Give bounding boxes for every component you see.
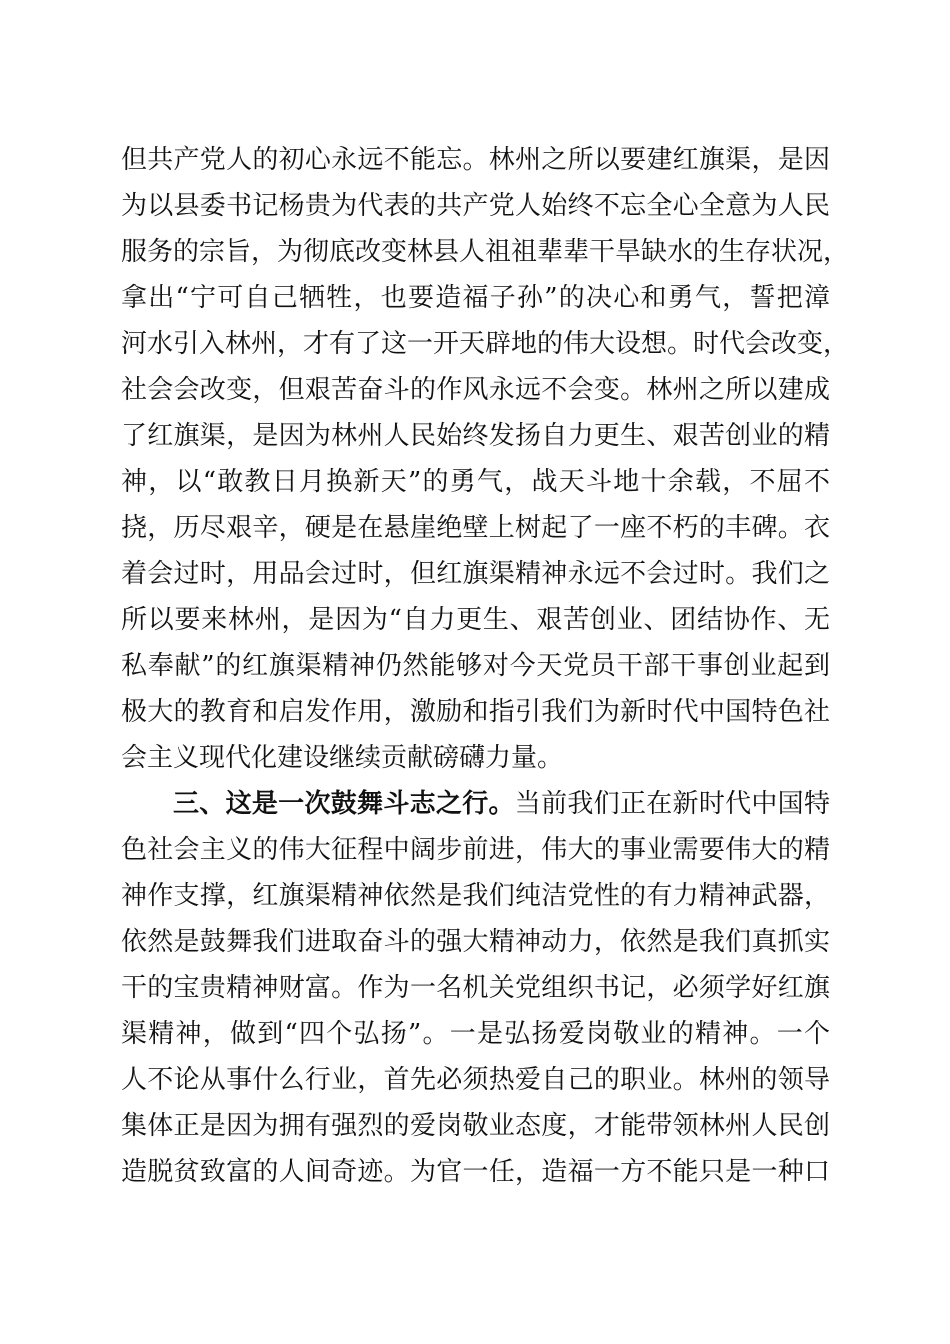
text-line: 神，以“敢教日月换新天”的勇气，战天斗地十余载，不屈不: [121, 467, 830, 497]
text-line: 河水引入林州，才有了这一开天辟地的伟大设想。时代会改变，: [121, 329, 850, 359]
text-line: 服务的宗旨，为彻底改变林县人祖祖辈辈干旱缺水的生存状况，: [121, 237, 850, 267]
text-line: 着会过时，用品会过时，但红旗渠精神永远不会过时。我们之: [121, 559, 830, 589]
text-line: 了红旗渠，是因为林州人民始终发扬自力更生、艰苦创业的精: [121, 421, 830, 451]
text-line: 挠，历尽艰辛，硬是在悬崖绝壁上树起了一座不朽的丰碑。衣: [121, 513, 830, 543]
text-line: 人不论从事什么行业，首先必须热爱自己的职业。林州的领导: [121, 1065, 830, 1095]
text-run: 当前我们正在新时代中国特: [514, 789, 830, 819]
text-line: 造脱贫致富的人间奇迹。为官一任，造福一方不能只是一种口: [121, 1157, 830, 1187]
text-line: 私奉献”的红旗渠精神仍然能够对今天党员干部干事创业起到: [121, 651, 830, 681]
text-line: 干的宝贵精神财富。作为一名机关党组织书记，必须学好红旗: [121, 973, 830, 1003]
text-line: 所以要来林州，是因为“自力更生、艰苦创业、团结协作、无: [121, 605, 830, 635]
text-line: 社会会改变，但艰苦奋斗的作风永远不会变。林州之所以建成: [121, 375, 830, 405]
text-line: 为以县委书记杨贵为代表的共产党人始终不忘全心全意为人民: [121, 191, 830, 221]
section-heading: 三、这是一次鼓舞斗志之行。: [173, 789, 515, 819]
text-line: 但共产党人的初心永远不能忘。林州之所以要建红旗渠，是因: [121, 145, 830, 175]
text-line: 会主义现代化建设继续贡献磅礴力量。: [121, 743, 564, 773]
text-line: 神作支撑，红旗渠精神依然是我们纯洁党性的有力精神武器，: [121, 881, 830, 911]
text-line: 色社会主义的伟大征程中阔步前进，伟大的事业需要伟大的精: [121, 835, 830, 865]
text-line: 极大的教育和启发作用，激励和指引我们为新时代中国特色社: [121, 697, 830, 727]
text-line: 集体正是因为拥有强烈的爱岗敬业态度，才能带领林州人民创: [121, 1111, 830, 1141]
text-line: 渠精神，做到“四个弘扬”。一是弘扬爱岗敬业的精神。一个: [121, 1019, 830, 1049]
text-line: 依然是鼓舞我们进取奋斗的强大精神动力，依然是我们真抓实: [121, 927, 830, 957]
text-line: 拿出“宁可自己牺牲，也要造福子孙”的决心和勇气，誓把漳: [121, 283, 830, 313]
paragraph-first-line: [173, 784, 830, 824]
